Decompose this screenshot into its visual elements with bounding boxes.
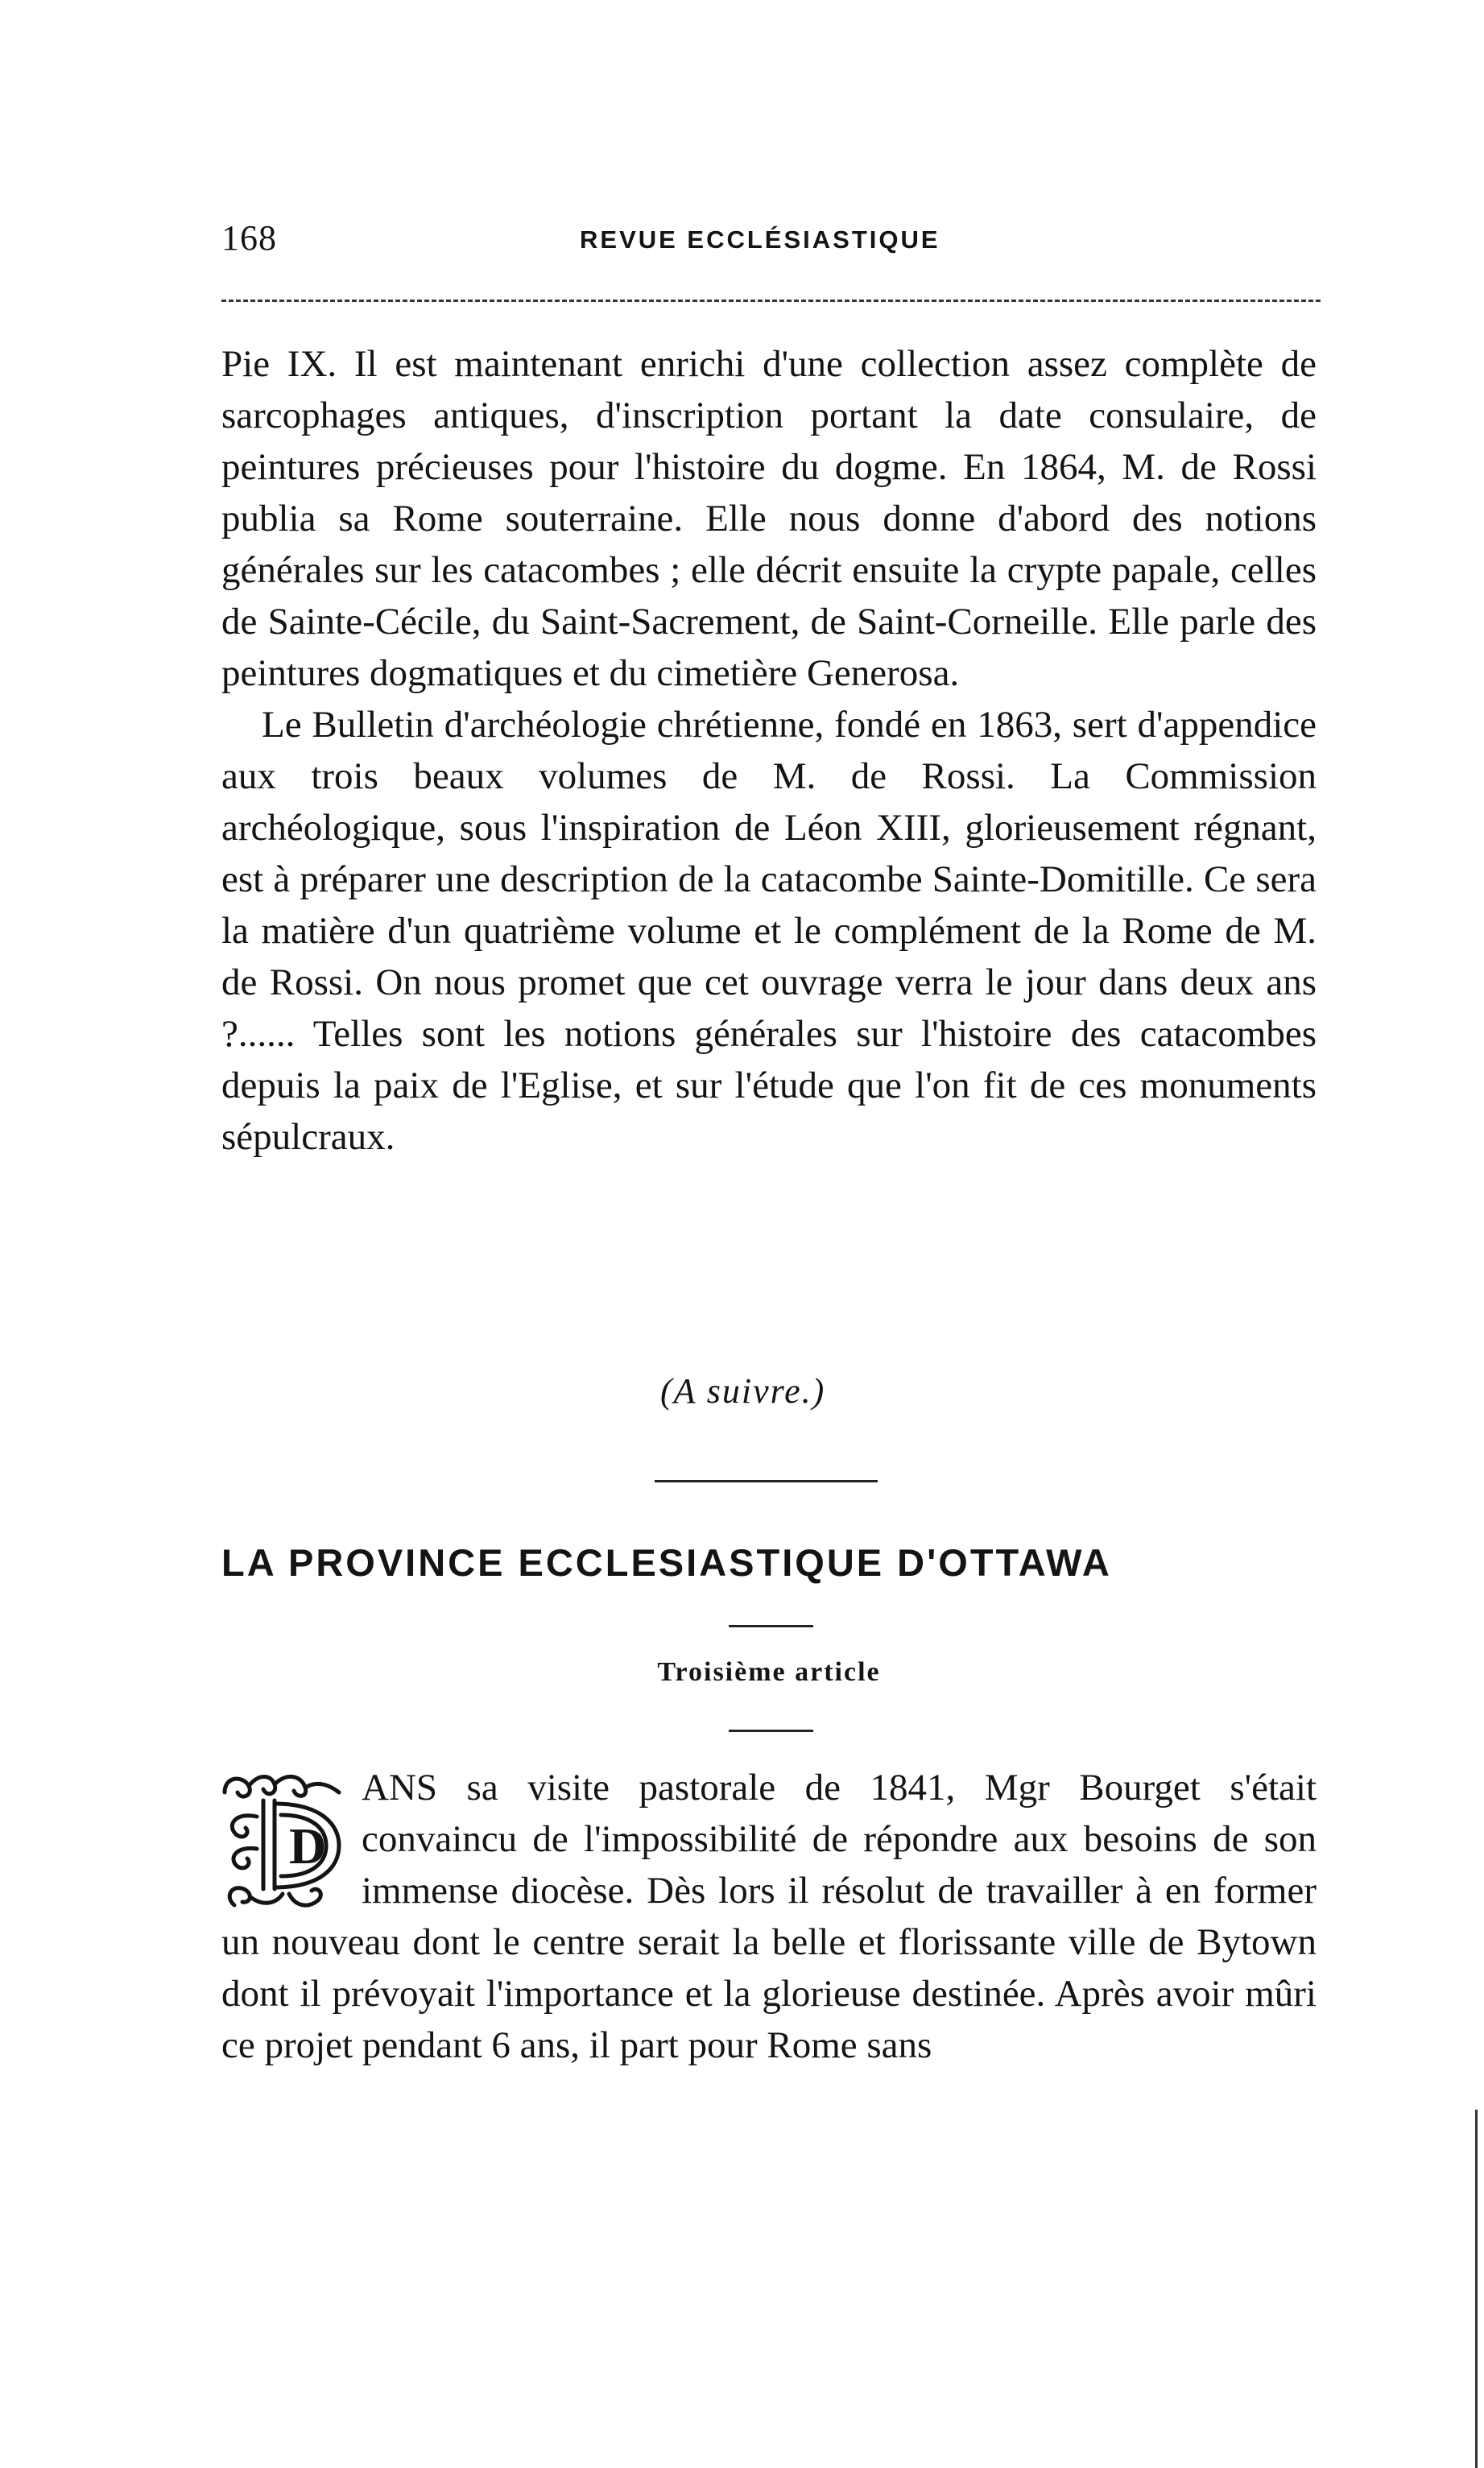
ornamental-dropcap-d — [218, 1768, 355, 1912]
title-rule — [729, 1625, 813, 1627]
section-separator-rule — [655, 1480, 878, 1482]
scan-edge-line — [1475, 2110, 1478, 2468]
page-number: 168 — [221, 218, 277, 258]
svg-text:D: D — [289, 1817, 327, 1875]
to-be-continued-note: (A suivre.) — [660, 1371, 826, 1411]
paragraph: Pie IX. Il est maintenant enrichi d'une collection assez complète de sarcophages antiques, d'inscription portant la date consulaire, de peintures précieuses pour l'histoire du dogme. En 1864, M. de Rossi publia sa Rome souterraine. Elle nous donne d'abord des notions générales sur les catacombes ; elle décrit ensuite la crypte papale, celles de Sainte-Cécile, du Saint-Sacrement, de Saint-Corneille. Elle parle des peintures dogmatiques et du cimetière Generosa. — [221, 343, 1317, 694]
journal-title: REVUE ECCLÉSIASTIQUE — [580, 225, 940, 254]
article-subtitle: Troisième article — [657, 1657, 881, 1687]
article-title: LA PROVINCE ECCLESIASTIQUE D'OTTAWA — [221, 1541, 1112, 1584]
continued-article-text — [221, 338, 1317, 1163]
running-head — [221, 217, 1317, 266]
subtitle-rule — [729, 1730, 813, 1732]
paragraph: Le Bulletin d'archéologie chrétienne, fondé en 1863, sert d'appendice aux trois beaux volumes de M. de Rossi. La Commission archéologique, sous l'inspiration de Léon XIII, glorieusement régnant, est à préparer une description de la catacombe Sainte-Domitille. Ce sera la matière d'un quatrième volume et le complément de la Rome de M. de Rossi. On nous promet que cet ouvrage verra le jour dans deux ans ?...... Telles sont les notions générales sur l'histoire des catacombes depuis la paix de l'Eglise, et sur l'étude que l'on fit de ces monuments sépulcraux. — [221, 704, 1317, 1158]
article-body — [221, 1762, 1317, 2071]
paragraph: ANS sa visite pastorale de 1841, Mgr Bourget s'était convaincu de l'impossibilité de répondre aux besoins de son immense diocèse. Dès lors il résolut de travailler à en former un nouveau dont le centre serait la belle et florissante ville de Bytown dont il prévoyait l'importance et la glorieuse destinée. Après avoir mûri ce projet pendant 6 ans, il part pour Rome sans — [221, 1767, 1317, 2066]
header-rule — [221, 300, 1321, 302]
